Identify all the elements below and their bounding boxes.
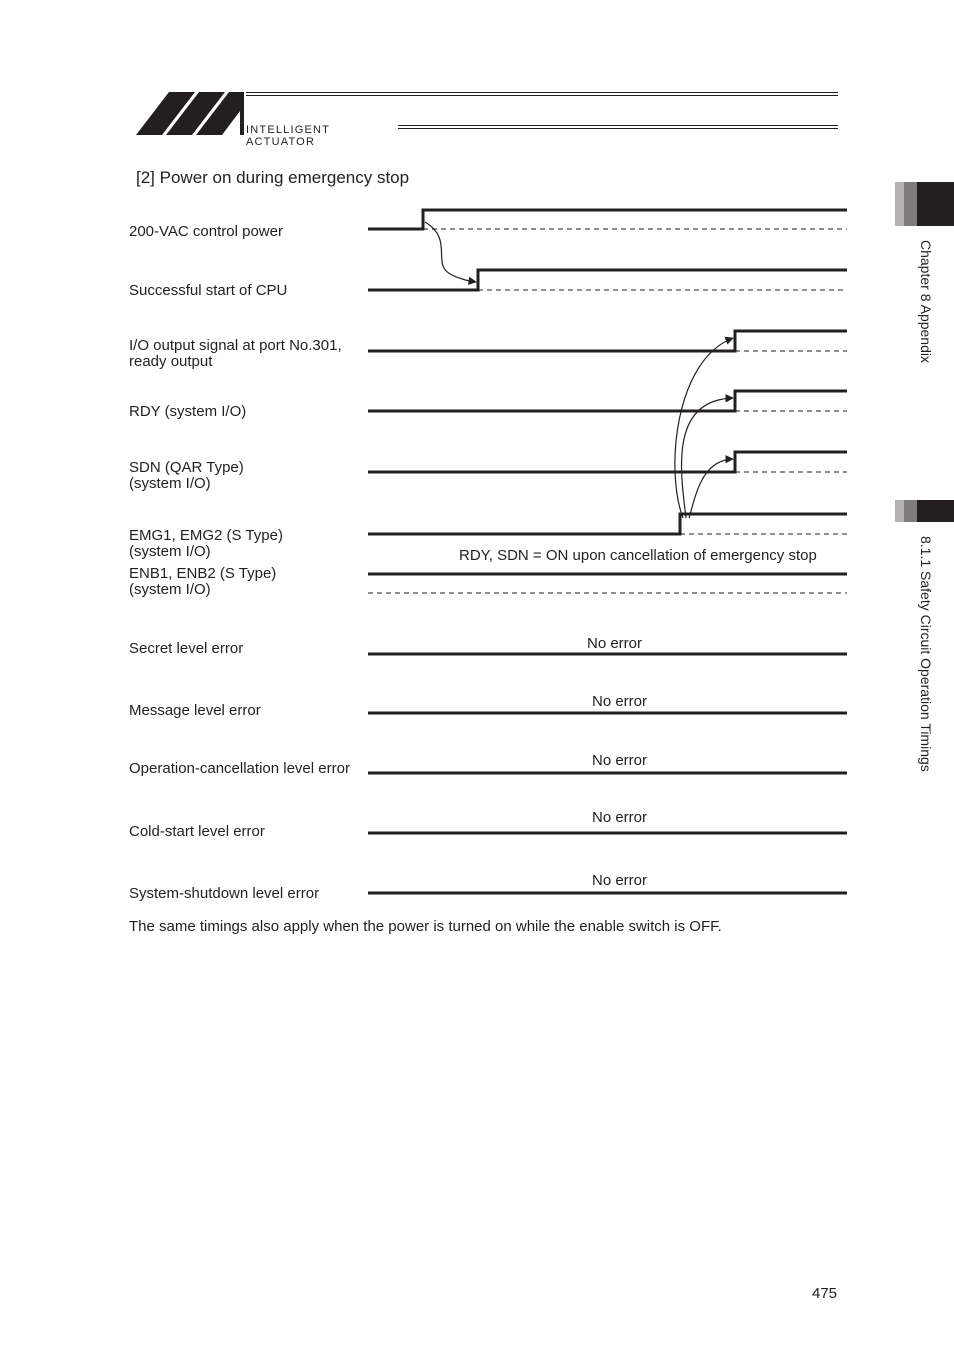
status-message-error: No error	[592, 693, 648, 710]
label-emg-line1: EMG1, EMG2 (S Type)	[129, 527, 283, 544]
sidebar-chapter-label: Chapter 8 Appendix	[918, 240, 934, 363]
label-sdn-line2: (system I/O)	[129, 475, 211, 492]
waveform-port-301	[368, 331, 847, 351]
waveform-rdy	[368, 391, 847, 411]
sidebar-section-label: 8.1.1 Safety Circuit Operation Timings	[918, 536, 934, 772]
label-sdn-line1: SDN (QAR Type)	[129, 459, 244, 476]
label-coldstart-error: Cold-start level error	[129, 823, 265, 840]
brand-name: INTELLIGENT ACTUATOR	[246, 124, 330, 148]
footnote: The same timings also apply when the power is turned on while the enable switch is OFF.	[129, 918, 722, 935]
waveform-cpu-start	[368, 270, 847, 290]
label-opcancel-error: Operation-cancellation level error	[129, 760, 350, 777]
waveform-emg	[368, 514, 847, 534]
label-shutdown-error: System-shutdown level error	[129, 885, 320, 902]
label-cpu-start: Successful start of CPU	[129, 282, 288, 299]
page-number: 475	[812, 1285, 838, 1302]
label-control-power: 200-VAC control power	[129, 223, 283, 240]
label-port-301-line2: ready output	[129, 353, 213, 370]
waveform-sdn	[368, 452, 847, 472]
arrow-power-to-cpu	[425, 222, 476, 282]
label-emg-line2: (system I/O)	[129, 543, 211, 560]
status-opcancel-error: No error	[592, 752, 648, 769]
status-coldstart-error: No error	[592, 809, 648, 826]
section-title: [2] Power on during emergency stop	[136, 168, 410, 187]
label-secret-error: Secret level error	[129, 640, 244, 657]
label-port-301-line1: I/O output signal at port No.301,	[129, 337, 342, 354]
arrow-emg-to-rdy	[682, 398, 733, 518]
label-enb-line2: (system I/O)	[129, 581, 211, 598]
arrow-emg-to-sdn	[689, 459, 733, 518]
waveform-control-power	[368, 210, 847, 229]
arrow-emg-to-port301	[675, 338, 733, 518]
status-shutdown-error: No error	[592, 872, 648, 889]
label-enb-line1: ENB1, ENB2 (S Type)	[129, 565, 277, 582]
label-rdy: RDY (system I/O)	[129, 403, 247, 420]
annotation-emergency-cancel: RDY, SDN = ON upon cancellation of emergency stop	[459, 547, 817, 564]
label-message-error: Message level error	[129, 702, 261, 719]
status-secret-error: No error	[587, 635, 643, 652]
